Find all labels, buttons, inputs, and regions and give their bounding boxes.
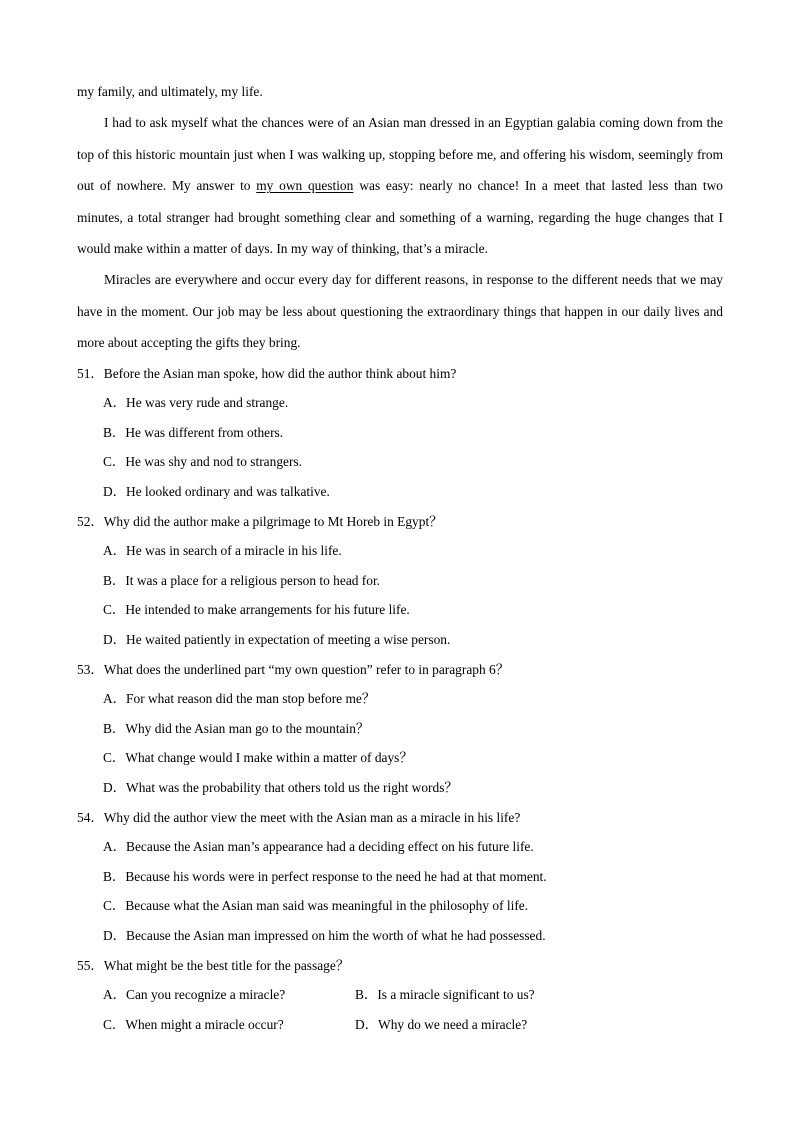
- answer-option: C．He intended to make arrangements for his future life.: [103, 602, 410, 618]
- answer-option: A．He was in search of a miracle in his life.: [103, 543, 342, 559]
- question-stem: 51．Before the Asian man spoke, how did the author think about him?: [77, 365, 457, 381]
- passage-text: I had to ask myself what the chances were of an Asian man dressed in an Egyptian galabia coming down from the top of this historic mountain just when I was walking up, stopping before me, and offering his wisdom, seemingly from out of nowhere. My answer to: [77, 115, 723, 194]
- question-stem: 52．Why did the author make a pilgrimage to Mt Horeb in Egypt？: [77, 513, 443, 529]
- answer-option: C．He was shy and nod to strangers.: [103, 454, 302, 470]
- answer-option-row: [77, 980, 723, 1010]
- answer-option: B．He was different from others.: [103, 424, 284, 440]
- question-block: [77, 359, 723, 507]
- answer-option: D．He waited patiently in expectation of meeting a wise person.: [103, 632, 451, 647]
- answer-option: A．He was very rude and strange.: [103, 395, 289, 411]
- question-stem: 55．What might be the best title for the passage？: [77, 957, 350, 973]
- answer-option: A．Can you recognize a miracle?: [103, 987, 286, 1003]
- question-block: [77, 655, 723, 803]
- answer-option: D．What was the probability that others told us the right words？: [103, 779, 458, 795]
- answer-option-row: [77, 1010, 723, 1040]
- answer-option: A．For what reason did the man stop before me？: [103, 691, 376, 707]
- answer-option: A．Because the Asian man’s appearance had a deciding effect on his future life.: [103, 839, 534, 855]
- answer-option: C．When might a miracle occur?: [103, 1016, 284, 1032]
- answer-option: B．Because his words were in perfect response to the need he had at that moment.: [103, 868, 547, 884]
- answer-option: B．It was a place for a religious person to head for.: [103, 572, 381, 588]
- answer-option: B．Is a miracle significant to us?: [355, 987, 535, 1003]
- passage-paragraph: Miracles are everywhere and occur every day for different reasons, in response to the different needs that we may have in the moment. Our job may be less about questioning the extraordinary things that happen in our daily lives and more about accepting the gifts they bring.: [77, 272, 723, 351]
- question-stem: 54．Why did the author view the meet with the Asian man as a miracle in his life?: [77, 809, 521, 825]
- answer-option: D．He looked ordinary and was talkative.: [103, 484, 330, 500]
- question-block: [77, 507, 723, 655]
- question-block: [77, 951, 723, 1040]
- passage-paragraph: my family, and ultimately, my life.: [77, 84, 263, 99]
- document-page: [77, 76, 723, 1039]
- question-block: [77, 803, 723, 951]
- question-stem: 53．What does the underlined part “my own question” refer to in paragraph 6？: [77, 661, 510, 677]
- answer-option: C．Because what the Asian man said was meaningful in the philosophy of life.: [103, 898, 529, 914]
- passage-paragraph: [77, 107, 723, 264]
- passage-text: was easy: nearly no chance! In a meet that lasted less than two minutes, a total stranger had brought something clear and something of a warning, regarding the huge changes that I would make within a matter of days. In my way of thinking, that’s a miracle.: [77, 178, 723, 257]
- answer-option: D．Because the Asian man impressed on him the worth of what he had possessed.: [103, 927, 546, 943]
- answer-option: B．Why did the Asian man go to the mountain？: [103, 720, 370, 736]
- answer-option: C．What change would I make within a matter of days？: [103, 750, 413, 766]
- underlined-phrase: my own question: [256, 178, 354, 194]
- answer-option: D．Why do we need a miracle?: [355, 1016, 528, 1032]
